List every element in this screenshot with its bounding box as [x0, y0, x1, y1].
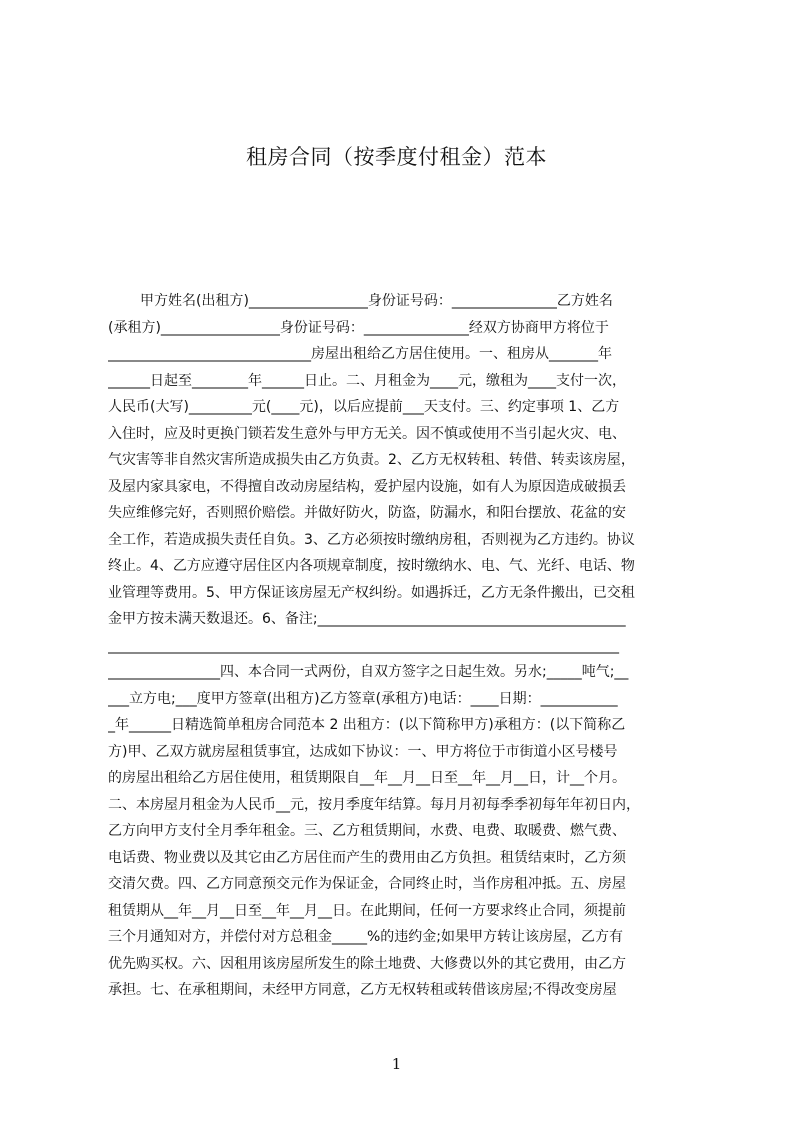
- text-line: 租赁期从__年__月__日至__年__月__日。在此期间，任何一方要求终止合同，须提前: [108, 902, 626, 919]
- text-line: 优先购买权。六、因租用该房屋所发生的除土地费、大修费以外的其它费用，由乙方: [108, 955, 626, 972]
- page-number: 1: [391, 1055, 402, 1073]
- text-line: 甲方姓名(出租方)_________________身份证号码：_______________乙方姓名: [140, 293, 613, 309]
- text-line: 交清欠费。四、乙方同意预交元作为保证金，合同终止时，当作房租冲抵。五、房屋: [108, 876, 626, 892]
- text-line: 的房屋出租给乙方居住使用，租赁期限自__年__月__日至__年__月__日，计__个月。: [108, 770, 626, 786]
- text-line: ________________四、本合同一式两份，自双方签字之日起生效。另水;_____吨气;__: [108, 664, 629, 680]
- text-line: 业管理等费用。5、甲方保证该房屋无产权纠纷。如遇拆迁，乙方无条件搬出，已交租: [108, 584, 635, 601]
- contract-body: [108, 288, 698, 1004]
- text-line: 及屋内家具家电，不得擅自改动房屋结构，爱护屋内设施，如有人为原因造成破损丢: [108, 478, 626, 495]
- text-line: _年______日精选简单租房合同范本 2 出租方：(以下简称甲方)承租方：(以下简称乙: [108, 717, 626, 733]
- text-line: 乙方向甲方支付全月季年租金。三、乙方租赁期间，水费、电费、取暖费、燃气费、: [108, 823, 626, 839]
- text-line: _____________________________房屋出租给乙方居住使用。一、租房从_______年: [108, 346, 612, 362]
- text-line: 二、本房屋月租金为人民币__元，按月季度年结算。每月月初每季季初每年年初日内，: [108, 796, 640, 813]
- text-line: 终止。4、乙方应遵守居住区内各项规章制度，按时缴纳水、电、气、光纤、电话、物: [108, 558, 635, 574]
- text-line: 人民币(大写)_________元(____元)，以后应提前___天支付。三、约定事项 1、乙方: [108, 399, 620, 415]
- text-line: 气灾害等非自然灾害所造成损失由乙方负责。2、乙方无权转租、转借、转卖该房屋，: [108, 452, 635, 468]
- text-line: 承担。七、在承租期间，未经甲方同意，乙方无权转租或转借该房屋;不得改变房屋: [108, 982, 617, 998]
- text-line: ______日起至________年______日止。二、月租金为____元，缴租为____支付一次，: [108, 372, 626, 389]
- text-line: 金甲方按未满天数退还。6、备注;____________________________________________: [108, 611, 626, 627]
- text-line: 方)甲、乙双方就房屋租赁事宜，达成如下协议：一、甲方将位于市街道小区号楼号: [108, 743, 618, 760]
- text-line: _________________________________________________________________________: [108, 637, 619, 654]
- text-line: ___立方电;___度甲方签章(出租方)乙方签章(承租方)电话：____日期：___________: [108, 690, 618, 707]
- document-title: 租房合同（按季度付租金）范本: [246, 145, 547, 169]
- text-line: (承租方)_________________身份证号码：_______________经双方协商甲方将位于: [108, 319, 609, 336]
- text-line: 电话费、物业费以及其它由乙方居住而产生的费用由乙方负担。租赁结束时，乙方须: [108, 849, 626, 866]
- text-line: 失应维修完好，否则照价赔偿。并做好防火，防盗，防漏水，和阳台摆放、花盆的安: [108, 505, 626, 521]
- text-line: 三个月通知对方，并偿付对方总租金_____%的违约金;如果甲方转让该房屋，乙方有: [108, 929, 624, 945]
- text-line: 入住时，应及时更换门锁若发生意外与甲方无关。因不慎或使用不当引起火灾、电、: [108, 425, 626, 442]
- text-line: 全工作，若造成损失责任自负。3、乙方必须按时缴纳房租，否则视为乙方违约。协议: [108, 531, 635, 548]
